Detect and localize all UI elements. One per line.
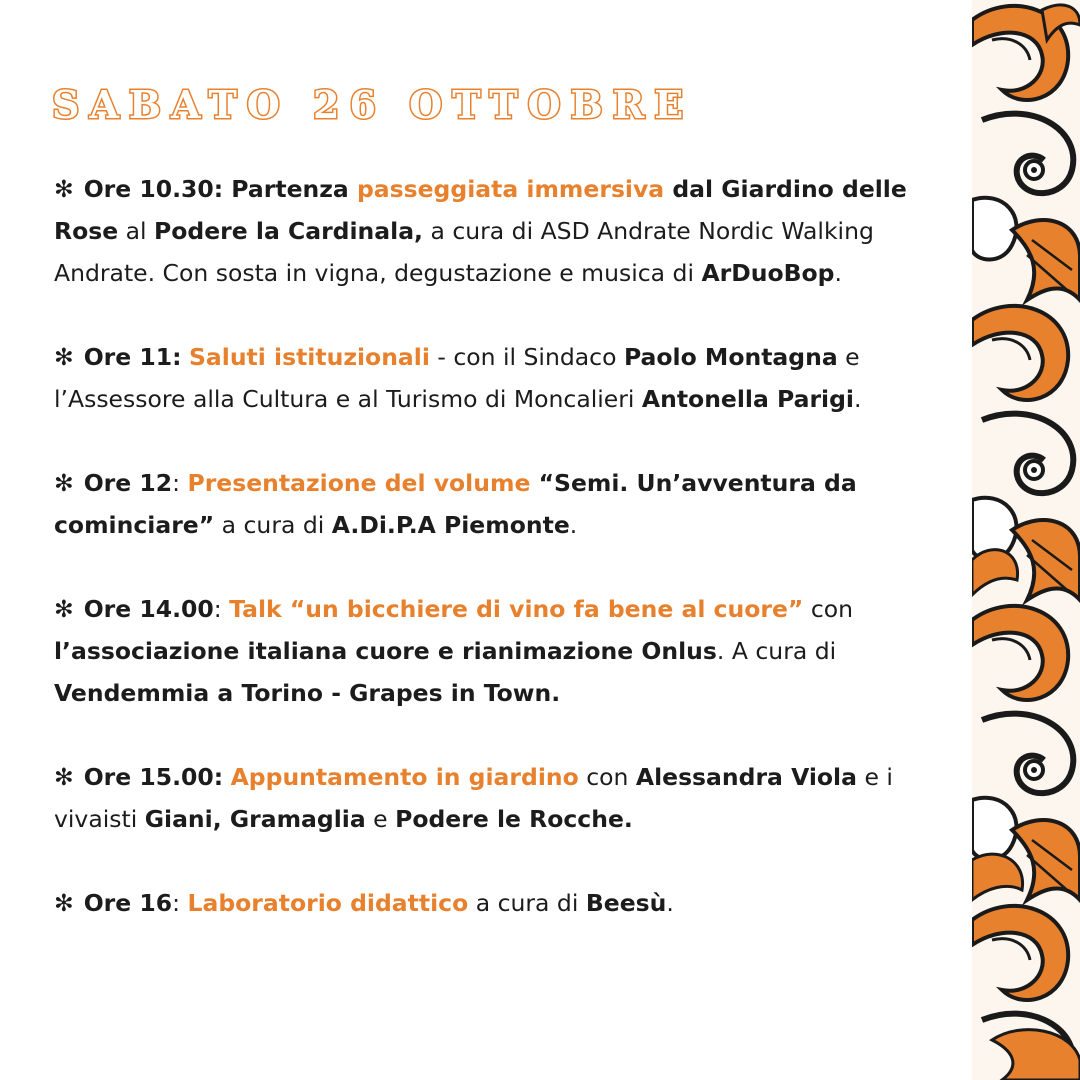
ornamental-pattern xyxy=(972,0,1080,1080)
item-text: Podere la Cardinala, xyxy=(154,217,423,245)
ornament-graphic xyxy=(972,0,1080,1080)
item-text: con xyxy=(578,763,636,791)
item-text: a cura di xyxy=(214,511,332,539)
item-highlight: Talk “un bicchiere di vino fa bene al cuore” xyxy=(229,595,804,623)
item-time: Ore 12 xyxy=(83,469,173,497)
asterisk-icon: ✻ xyxy=(54,469,74,497)
item-text: . xyxy=(666,889,674,917)
asterisk-icon: ✻ xyxy=(54,889,74,917)
item-highlight: Presentazione del volume xyxy=(187,469,531,497)
item-text: . xyxy=(569,511,578,539)
item-highlight: Laboratorio didattico xyxy=(187,889,469,917)
item-highlight: Saluti istituzionali xyxy=(188,343,430,371)
item-text: A.Di.P.A Piemonte xyxy=(331,511,570,539)
agenda-item xyxy=(54,588,954,714)
item-text: a cura di xyxy=(468,889,586,917)
item-text: . A cura di xyxy=(716,637,837,665)
item-time: Ore 16 xyxy=(83,889,173,917)
item-text: : xyxy=(213,595,230,623)
item-time: Ore 15.00: xyxy=(83,763,224,791)
item-text: e l’Assessore alla Cultura e al Turismo di Moncalieri xyxy=(54,343,860,413)
item-text: Giani, Gramaglia xyxy=(144,805,366,833)
item-text: - con il Sindaco xyxy=(429,343,624,371)
item-text: . xyxy=(854,385,862,413)
item-text: Partenza xyxy=(223,175,357,203)
agenda-list xyxy=(54,168,954,924)
item-text: “Semi. Un’avventura da cominciare” xyxy=(54,469,857,539)
item-text: con xyxy=(803,595,854,623)
item-text: : xyxy=(172,889,188,917)
item-highlight: Appuntamento in giardino xyxy=(230,763,579,791)
agenda-item xyxy=(54,168,954,294)
item-time: Ore 11: xyxy=(83,343,182,371)
item-text: ArDuoBop xyxy=(701,259,835,287)
item-text: e i vivaisti xyxy=(54,763,893,833)
item-time: Ore 10.30: xyxy=(83,175,224,203)
agenda-item xyxy=(54,756,954,840)
asterisk-icon: ✻ xyxy=(54,175,74,203)
item-text: Alessandra Viola xyxy=(635,763,857,791)
item-highlight: passeggiata immersiva xyxy=(356,175,665,203)
item-text: a cura di ASD Andrate Nordic Walking Andrate. Con sosta in vigna, degustazione e musica di xyxy=(54,217,874,287)
item-text: dal Giardino delle Rose xyxy=(54,175,907,245)
item-text: : xyxy=(172,469,188,497)
item-text: Beesù xyxy=(585,889,667,917)
item-text: Paolo Montagna xyxy=(623,343,838,371)
item-text: al xyxy=(118,217,155,245)
item-text: e xyxy=(365,805,396,833)
agenda-item xyxy=(54,336,954,420)
asterisk-icon: ✻ xyxy=(54,343,74,371)
item-text: Antonella Parigi xyxy=(641,385,854,413)
item-text: Vendemmia a Torino - Grapes in Town. xyxy=(54,679,561,707)
asterisk-icon: ✻ xyxy=(54,595,74,623)
agenda-item xyxy=(54,882,954,924)
asterisk-icon: ✻ xyxy=(54,763,74,791)
item-time: Ore 14.00 xyxy=(83,595,214,623)
item-text: l’associazione italiana cuore e rianimazione Onlus xyxy=(54,637,717,665)
item-text: Podere le Rocche. xyxy=(395,805,633,833)
item-text: . xyxy=(834,259,842,287)
agenda-item xyxy=(54,462,954,546)
page-title: SABATO 26 OTTOBRE xyxy=(52,82,694,127)
